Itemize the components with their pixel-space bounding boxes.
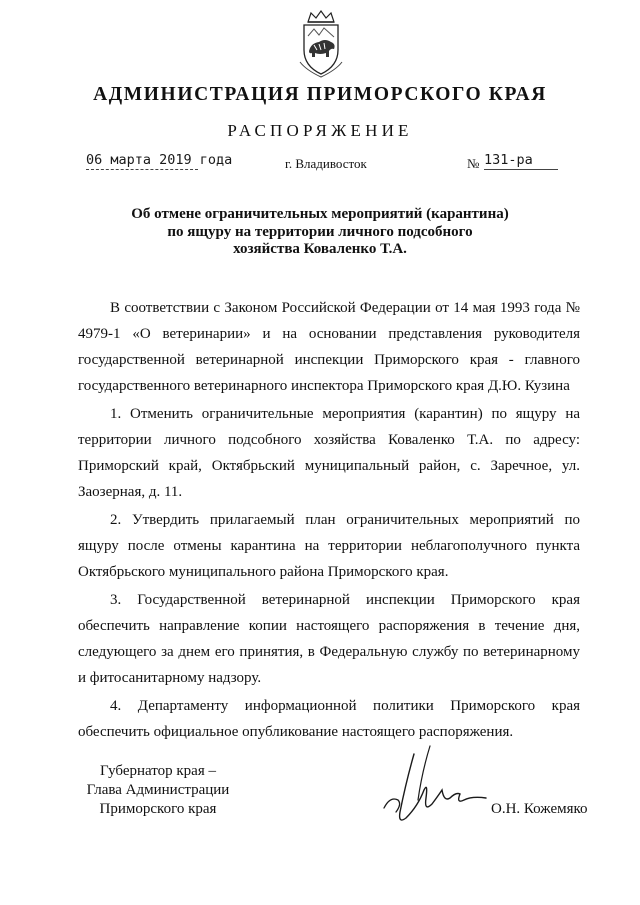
document-subject (100, 206, 540, 259)
signer-title (60, 762, 256, 819)
body-paragraph-4: 4. Департаменту информационной политики Приморского края обеспечить официальное опубликование настоящего распоряжения. (78, 698, 580, 740)
subject-line: по ящуру на территории личного подсобного (167, 223, 473, 240)
signer-title-line: Глава Администрации (86, 782, 230, 798)
subject-line: хозяйства Коваленко Т.А. (233, 241, 407, 257)
number-sign: № (467, 156, 480, 171)
body-paragraph-3: 3. Государственной ветеринарной инспекции Приморского края обеспечить направление копии настоящего распоряжения в течение дня, следующего за днем его принятия, в Федеральную службу по ветеринарному и фитосанитарному надзору. (78, 592, 580, 686)
body-paragraph-preamble: В соответствии с Законом Российской Федерации от 14 мая 1993 года № 4979-1 «О ветеринарии» и на основании представления руководителя государственной ветеринарной инспекции Приморского края - главного государственного ветеринарного инспектора Приморского края Д.Ю. Кузина (78, 300, 580, 394)
organization-title: АДМИНИСТРАЦИЯ ПРИМОРСКОГО КРАЯ (93, 84, 547, 105)
body-paragraph-1: 1. Отменить ограничительные мероприятия (карантин) по ящуру на территории личного подсобного хозяйства Коваленко Т.А. по адресу: Приморский край, Октябрьский муниципальный район, с. Заречное, ул. Заозерная, д. 11. (78, 406, 580, 500)
document-date: 06 марта 2019 года (86, 152, 233, 168)
body-paragraph-2: 2. Утвердить прилагаемый план ограничительных мероприятий по ящуру после отмены карантина на территории неблагополучного пункта Октябрьского муниципального района Приморского края. (78, 512, 580, 580)
document-body (78, 295, 580, 745)
coat-of-arms-icon (292, 8, 350, 78)
document-type: РАСПОРЯЖЕНИЕ (227, 121, 413, 140)
signer-title-line: Губернатор края – (100, 763, 216, 779)
signer-title-line: Приморского края (99, 801, 217, 817)
subject-line: Об отмене ограничительных мероприятий (карантина) (131, 206, 509, 222)
signer-name: О.Н. Кожемяко (491, 801, 588, 817)
handwritten-signature-icon (378, 742, 490, 834)
document-number: 131-ра (484, 152, 558, 170)
document-city: г. Владивосток (285, 156, 367, 171)
